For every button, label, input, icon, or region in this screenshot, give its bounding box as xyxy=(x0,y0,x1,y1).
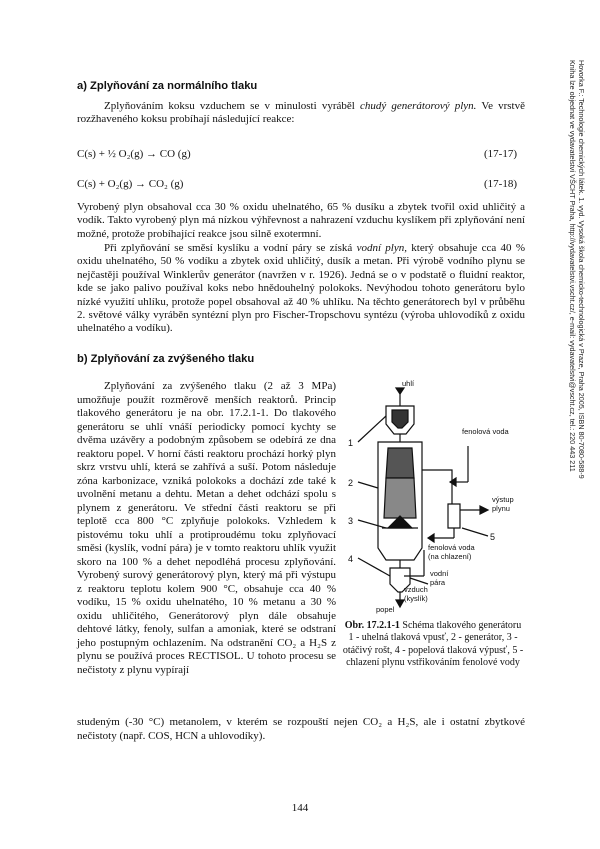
number-1: 1 xyxy=(348,438,354,448)
label-ash: popel xyxy=(376,605,395,614)
equation-text: C(s) + ½ O₂(g) → CO (g) xyxy=(77,148,191,160)
label-gas-outlet-2: plynu xyxy=(492,504,510,513)
label-cooling-water-1: fenolová voda xyxy=(428,543,475,552)
section-b-continuation: studeným (-30 °C) metanolem, v kterém se rozpouští nejen CO₂ a H₂S, ale i ostatní zbytkové nečistoty (např. COS, HCN a uhlovodíky). xyxy=(77,716,525,742)
label-coal: uhlí xyxy=(402,379,415,388)
label-air-1: vzduch xyxy=(404,585,428,594)
number-4: 4 xyxy=(348,554,354,564)
equation-number: (17-18) xyxy=(484,178,517,190)
caption-body: 1 - uhelná tlaková vpusť, 2 - generátor, 3 - otáčivý rošt, 4 - popelová tlaková výpusť, 5 - chlazení plynu vstřikováním fenolové vody xyxy=(342,632,524,669)
caption-label: Obr. 17.2.1-1 xyxy=(344,620,400,631)
section-b-column-text xyxy=(77,380,336,677)
gasifier-diagram xyxy=(330,378,530,614)
section-a-heading: a) Zplyňování za normálního tlaku xyxy=(77,80,258,92)
para3-text-2: který obsahuje cca 40 % oxidu uhelnatého, 50 % vodíku a zbytek oxid uhličitý, dusík a metan. Při výrobě vodního plynu se nejčastěji používal Winklerův generátor (navržen v r. 1926). Jedná se o v podstatě o fluidní reaktor, kde se jako palivo používal koks nebo hnědouhelný polokoks. Nevýhodou tohoto generátoru bylo nízké využití uhlíku, protože popel obsahoval až 40 % uhlíku. Na těchto generátorech byl v průběhu 2. světové války vyráběn syntézní plyn pro Fischer-Tropschovu syntézu (výroba uhlovodíků z oxidu uhelnatého a vodíku). xyxy=(77,242,526,335)
intro-emphasis: chudý generátorový plyn. xyxy=(359,100,477,112)
section-a-paragraph-2: Vyrobený plyn obsahoval cca 30 % oxidu uhelnatého, 65 % dusíku a zbytek tvořil oxid uhličitý a vodík. Takto vyrobený plyn má nízkou výhřevnost a nahrazení vzduchu kyslíkem při zplyňování není možné, protože probíhající reakce jsou silně exotermní. xyxy=(77,201,525,240)
section-a-intro xyxy=(77,100,525,127)
para3-emphasis: vodní plyn, xyxy=(356,242,407,254)
label-cooling-water-2: (na chlazení) xyxy=(428,552,472,561)
label-air-2: (kyslík) xyxy=(404,594,428,603)
label-phenolic-water: fenolová voda xyxy=(462,427,509,436)
section-b-heading: b) Zplyňování za zvýšeného tlaku xyxy=(77,353,255,365)
number-5: 5 xyxy=(490,532,496,542)
intro-text-1: Zplyňováním koksu vzduchem se v minulosti vyráběl xyxy=(104,100,360,112)
caption-title xyxy=(340,620,526,632)
section-a-paragraph-3 xyxy=(77,242,525,336)
equation-17-18 xyxy=(77,178,517,190)
equation-number: (17-17) xyxy=(484,148,517,160)
page-number: 144 xyxy=(291,802,309,814)
intro-text-2: Ve vrstvě rozžhaveného koksu probíhají následující reakce: xyxy=(77,100,525,126)
caption-title-text: Schéma tlakového generátoru xyxy=(399,620,522,631)
figure-caption xyxy=(340,620,526,670)
column-text: Zplyňování za zvýšeného tlaku (2 až 3 MPa) umožňuje použít rozměrově menších reaktorů. Princip tlakového generátoru je na obr. 17.2.1-1. Do tlakového generátoru se uhlí vnáší periodicky pomocí kychty se dvěma uzávěry a podobným způsobem se odebírá ze dna reaktoru popel. V horní části reaktoru prochází horký plyn skrz vrstvu uhlí, která se zahřívá a suší. Potom následuje zóna karbonizace, vzniká polokoks a dochází zde také k uvolnění metanu a dehtu. Metan a dehet odchází spolu s plynem z generátoru. Ve střední části reaktoru se při teplotě cca 800 °C zplyňuje polokoks. Vzhledem k pistovému toku uhlí a protiproudému toku zplyňovací směsi (kyslík, vodní pára) je v tomto reaktoru uhlík využit skoro na 100 % a dehet nepodléhá procesu zplyňování. Vyrobený surový generátorový plyn, který má při výstupu z reaktoru teplotu kolem 900 °C, obsahuje cca 40 % vodíku, 15 % oxidu uhelnatého, 10 % metanu a 30 % oxidu uhličitého, Generátorový plyn dále obsahuje dehtové látky, fenoly, sulfan a amoniak, které se odstraní jeho postupným ochlazením. Na odstranění CO₂ a H₂S z plynu se používá proces RECTISOL. U tohoto procesu se nečistoty z plynu vypírají xyxy=(77,380,336,676)
side-note-line-1: Hovorka F.: Technologie chemických látek. 1. vyd. Vysoká škola chemicko-technologická v Praze, Praha 2005, ISBN 80-7080-588-9 xyxy=(577,60,586,479)
equation-text: C(s) + O₂(g) → CO₂ (g) xyxy=(77,178,184,190)
number-2: 2 xyxy=(348,478,354,488)
equation-17-17 xyxy=(77,148,517,160)
label-gas-outlet-1: výstup xyxy=(492,495,514,504)
number-3: 3 xyxy=(348,516,354,526)
label-steam-1: vodní xyxy=(430,569,449,578)
para3-text-1: Při zplyňování se směsí kyslíku a vodní páry se získá xyxy=(104,242,357,254)
side-note xyxy=(568,60,586,479)
label-steam-2: pára xyxy=(430,578,446,587)
side-note-line-2: Kniha lze objednat ve vydavatelství VŠCHT Praha, http://vydavatelstvi.vscht.cz/, e-mail: vydavatelstvi@vscht.cz, tel.: 220 443 211 xyxy=(567,60,577,472)
